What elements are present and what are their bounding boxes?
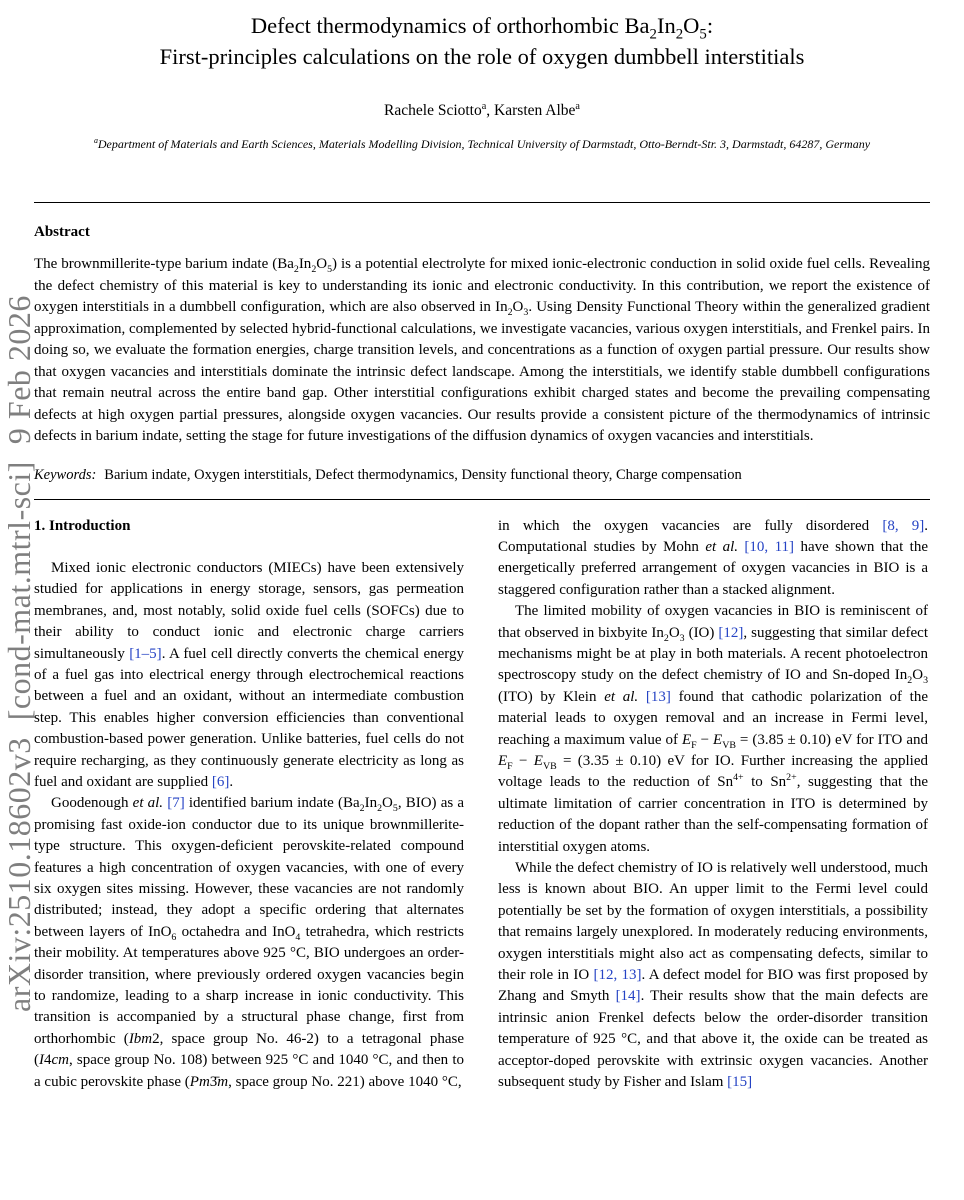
title-line-2: First-principles calculations on the role of oxygen dumbbell interstitials	[159, 44, 805, 69]
title-line-1: Defect thermodynamics of orthorhombic $Ba_2In_2O_5$:	[250, 13, 714, 43]
citation-link[interactable]: [1–5]	[129, 645, 162, 662]
right-column	[498, 516, 928, 1094]
left-column	[34, 516, 464, 1094]
abstract-text: The brownmillerite-type barium indate $(Ba_2In_2O_5)$ is a potential electrolyte for mixed ionic-electronic conduction in solid oxide fuel cells. Revealing the defect chemistry of this material is key to understanding its ionic and electronic conductivity. In this contribution, we report the existence of oxygen interstitials in a dumbbell configuration, which are also observed in $In_2O_3$. Using Density Functional Theory within the generalized gradient approximation, complemented by selected hybrid-functional calculations, we investigate vacancies, various oxygen interstitials, and Frenkel pairs. In doing so, we evaluate the formation energies, charge transition levels, and concentrations as a function of oxygen partial pressure. Our results show that oxygen vacancies and interstitials dominate the intrinsic defect landscape. Among the interstitials, we identify stable dumbbell configurations that remain neutral across the entire band gap. Other interstitial configurations exhibit charged states and become the prevailing compensating defects at high oxygen partial pressures, alongside oxygen vacancies. Our results provide a consistent picture of the thermodynamics of intrinsic defects in barium indate, setting the stage for future investigations of the diffusion dynamics of oxygen vacancies and interstitials.	[34, 256, 930, 444]
citation-link[interactable]: [14]	[615, 988, 641, 1005]
abstract-section	[34, 224, 930, 484]
paragraph: Goodenough et al. [7] identified barium indate ($Ba_2In_2O_5$, BIO) as a promising fast oxide-ion conductor due to its unique brownmillerite-type structure. This oxygen-deficient perovskite-related compound features a high concentration of oxygen vacancies, with one of every six oxygen sites missing. However, these vacancies are not randomly distributed; instead, they adopt a specific ordering that alternates between layers of InO$_6$ octahedra and InO$_4$ tetrahedra, which restricts their mobility. At temperatures above 925 °C, BIO undergoes an order-disorder transition, where previously ordered oxygen vacancies begin to randomize, leading to a sharp increase in ionic conductivity. This transition is accompanied by a structural phase change, first from orthorhombic (Ibm2, space group No. 46-2) to a tetragonal phase (I4cm, space group No. 108) between 925 °C and 1040 °C, and then to a cubic perovskite phase (Pm3̄m, space group No. 221) above 1040 °C,	[34, 795, 465, 1090]
divider-top	[34, 202, 930, 203]
paper-content	[0, 10, 964, 1093]
paragraph: The limited mobility of oxygen vacancies in BIO is reminiscent of that observed in bixbyite $In_2O_3$ (IO) [12], suggesting that similar defect mechanisms might be at play in both materials. A recent photoelectron spectroscopy study on the defect chemistry of IO and Sn-doped $In_2O_3$ (ITO) by Klein et al. [13] found that cathodic polarization of the material leads to oxygen removal and an increase in Fermi level, reaching a maximum value of $E_F - E_{VB} = (3.85 \pm 0.10)$ eV for ITO and $E_F - E_{VB} = (3.35 \pm 0.10)$ eV for IO. Further increasing the applied voltage leads to the reduction of $Sn^{4+}$ to $Sn^{2+}$, suggesting that the ultimate limitation of carrier concentration in ITO is determined by reduction of the dopant rather than the self-compensating formation of interstitial oxygen atoms.	[498, 603, 928, 855]
keywords-label: Keywords:	[34, 466, 97, 483]
citation-link[interactable]: [10, 11]	[744, 538, 795, 555]
citation-link[interactable]: [13]	[645, 688, 671, 705]
paragraph: in which the oxygen vacancies are fully disordered [8, 9]. Computational studies by Mohn et al. [10, 11] have shown that the energetically preferred arrangement of oxygen vacancies in BIO is a staggered configuration rather than a stacked alignment.	[498, 517, 928, 598]
citation-link[interactable]: [15]	[727, 1074, 753, 1091]
citation-link[interactable]: [6]	[211, 773, 230, 790]
keywords-text: Barium indate, Oxygen interstitials, Defect thermodynamics, Density functional theory, Charge compensation	[104, 466, 742, 483]
author-list: Rachele Sciotto$^a$, Karsten Albe$^a$	[384, 100, 580, 119]
divider-bottom	[34, 499, 930, 500]
paper-title	[34, 10, 930, 72]
affiliation: $^a$Department of Materials and Earth Sciences, Materials Modelling Division, Technical University of Darmstadt, Otto-Berndt-Str. 3, Darmstadt, 64287, Germany	[93, 136, 871, 151]
citation-link[interactable]: [7]	[167, 795, 185, 812]
keywords-line	[34, 467, 930, 484]
citation-link[interactable]: [12]	[718, 624, 744, 641]
paragraph: Mixed ionic electronic conductors (MIECs) have been extensively studied for applications in energy storage, sensors, gas permeation membranes, and, most notably, solid oxide fuel cells (SOFCs) due to their ability to conduct ionic and electronic charge carriers simultaneously [1–5]. A fuel cell directly converts the chemical energy of a fuel gas into electrical energy through electrochemical reactions between a fuel and an oxidant, without an intermediate combustion step. This enables higher conversion efficiencies than conventional combustion-based power generation. Unlike batteries, fuel cells do not require recharging, as they continuously generate electricity as long as fuel and oxidant are supplied [6].	[34, 559, 465, 790]
citation-link[interactable]: [8, 9]	[882, 517, 925, 534]
arxiv-watermark: arXiv:2510.18602v3 [cond-mat.mtrl-sci] 9 Feb 2026	[1, 295, 37, 1012]
citation-link[interactable]: [12, 13]	[593, 967, 642, 984]
abstract-heading: Abstract	[34, 224, 90, 240]
two-column-body	[34, 516, 930, 1094]
paragraph: While the defect chemistry of IO is relatively well understood, much less is known about BIO. An upper limit to the Fermi level could potentially be set by the formation of oxygen interstitials, a possibility that remains largely unexplored. In moderately reducing environments, oxygen interstitials might also act as compensating defects, similar to their role in IO [12, 13]. A defect model for BIO was first proposed by Zhang and Smyth [14]. Their results show that the main defects are intrinsic anion Frenkel defects below the order-disorder transition temperature of 925 °C, and that above it, the oxide can be treated as acceptor-doped perovskite with extrinsic oxygen vacancies. Another subsequent study by Fisher and Islam [15]	[498, 860, 929, 1091]
section-heading-introduction: 1. Introduction	[34, 517, 131, 534]
